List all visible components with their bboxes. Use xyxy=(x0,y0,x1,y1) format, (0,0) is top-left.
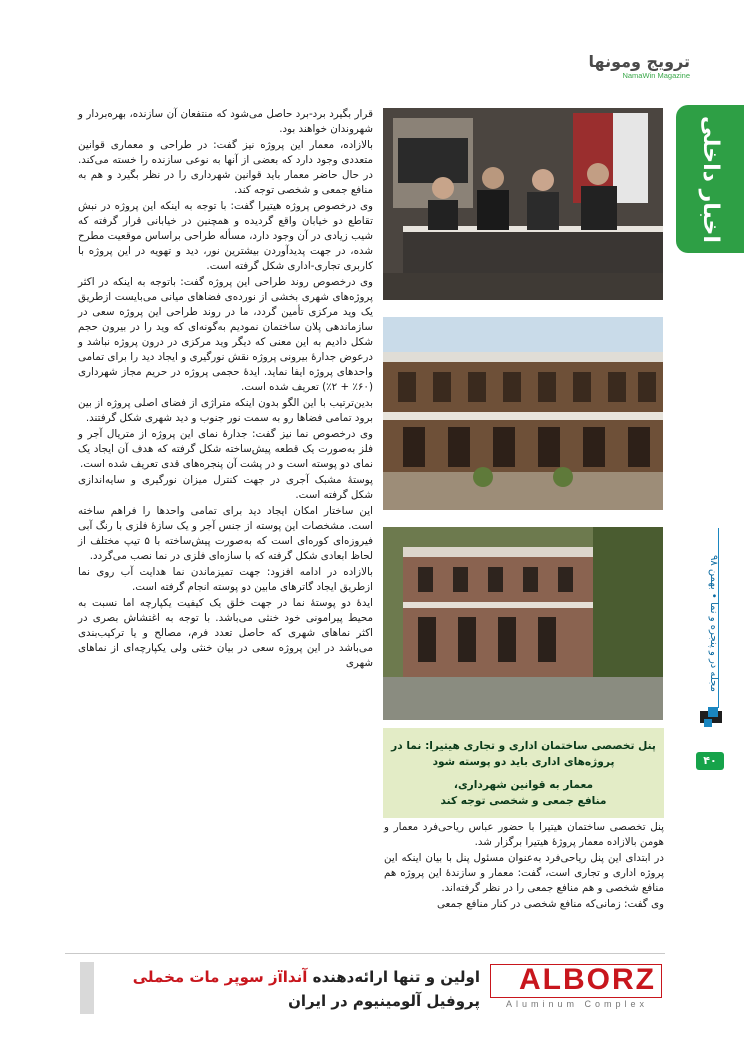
building-photo-2-art xyxy=(383,527,663,720)
ad-line-1-accent: آنداїز سوپر مات مخملی xyxy=(132,968,308,986)
paragraph: وی درخصوص روند طراحی این پروژه گفت: باتوجه به اینکه در اکثر پروژه‌های شهری بخشی از نورده‌ی فضاهای میانی می‌بایست ازطریق یک وید مرکزی تأمین گردد، ما در روند طراحی این پروژه سعی در سازماندهی پلان ساختمان نمودیم به‌گونه‌ای که وید را در بیرون حجم شکل دادیم به این معنی که دیگر وید مرکزی در درون پروژه نباشد و درعوض جدارهٔ بیرونی پروژه نقش نورگیری و ایجاد دید را برای تمامی واحدهای پروژه ایفا نماید. ایدهٔ حجمی پروژه در حریم مجاز شهرداری (۶۰٪ + ۲٪) تعریف شده است. xyxy=(78,276,373,393)
alborz-logo-text: ALBORZ xyxy=(519,963,656,996)
building-photo-1-art xyxy=(383,317,663,510)
section-tab xyxy=(676,105,744,253)
page-number: ۴۰ xyxy=(696,752,724,770)
paragraph: بالازاده، معمار این پروژه نیز گفت: در طراحی و معماری قوانین متعددی وجود دارد که بعضی از آنها به نوعی سازنده را خسته می‌کند. در حال حاضر معمار باید قوانین شهرداری را در نظر بگیرد و هم به منافع جمعی و شخصی توجه کند. xyxy=(78,139,373,196)
paragraph: وی درخصوص پروژه هیتیرا گفت: با توجه به اینکه این پروژه در نبش تقاطع دو خیابان واقع گردیده و همچنین در خیابانی قرار گرفته که شیب زیادی در آن وجود دارد، مسأله طراحی براساس موقعیت مطرح شده، در جهت پدیدآوردن بیشترین نور، دید و تهویه در این پروژه با کاربری تجاری-اداری شکل گرفته است. xyxy=(78,200,373,272)
footer-ad-text xyxy=(132,966,480,1016)
highlight-line-4: منافع جمعی و شخصی توجه کند xyxy=(440,795,607,807)
paragraph: قرار بگیرد برد-برد حاصل می‌شود که منتفعان آن سازنده، بهره‌بردار و شهروندان خواهند بود. xyxy=(78,108,373,135)
highlight-line-1: پنل تخصصی ساختمان اداری و تجاری هیتیرا: نما در xyxy=(391,740,656,752)
magazine-sub: NamaWin Magazine xyxy=(622,71,690,80)
alborz-logo-sub: Aluminum Complex xyxy=(505,999,649,1009)
paragraph: پوستهٔ مشبک آجری در جهت کنترل میزان نورگیری و سایه‌اندازی شکل گرفته است. xyxy=(78,474,373,501)
body-column-left xyxy=(78,107,373,672)
footer-side-mark xyxy=(80,962,94,1014)
body-column-right xyxy=(384,820,664,913)
paragraph: ایدهٔ دو پوستهٔ نما در جهت خلق یک کیفیت یکپارچه اما نسبت به محیط پیرامونی خود خنثی می‌باشد. با توجه به اغتشاش بصری در اکثر نماهای شهری که حاصل تعدد فرم، مصالح و یا ترکیب‌بندی می‌باشد در این پروژه سعی در بیان خنثی ولی یکپارچه‌ای از نماهای شهری xyxy=(78,597,373,669)
magazine-logo xyxy=(578,52,690,82)
window-icon xyxy=(698,705,724,729)
alborz-logo xyxy=(492,962,662,1012)
paragraph: در ابتدای این پنل ریاحی‌فرد به‌عنوان مسئول پنل با بیان اینکه این پروژه اداری و تجاری است، گفت: معمار و سازندهٔ این پروژه هم منافع شخصی و هم منافع جمعی را در نظر گرفته‌اند. xyxy=(384,852,664,894)
footer-divider xyxy=(65,953,665,954)
highlight-line-2: پروژه‌های اداری باید دو پوسته شود xyxy=(432,756,615,768)
paragraph: وی گفت: زمانی‌که منافع شخصی در کنار منافع جمعی xyxy=(436,898,664,910)
ad-line-1-text: اولین و تنها ارائه‌دهنده xyxy=(307,968,480,986)
magazine-brand: ترویج ومونها xyxy=(588,52,690,71)
highlight-box xyxy=(383,728,664,818)
ad-line-2: پروفیل آلومینیوم در ایران xyxy=(288,992,480,1010)
paragraph: وی درخصوص نما نیز گفت: جدارهٔ نمای این پروژه از متریال آجر و فلز به‌صورت یک قطعه پیش‌ساخته شکل گرفته که هدف آن ایجاد یک نمای دو پوسته است و در پشت آن پنجره‌های قدی تعریف شده است. xyxy=(78,428,373,470)
paragraph: بالازاده در ادامه افزود: جهت تمیزماندن نما هدایت آب روی نما ازطریق ایجاد گاترهای مابین دو پوسته انجام گرفته است. xyxy=(78,566,373,593)
paragraph: پنل تخصصی ساختمان هیتیرا با حضور عباس ریاحی‌فرد معمار و هومن بالازاده معمار پروژهٔ هیتیرا برگزار شد. xyxy=(384,821,664,848)
building-photo-2 xyxy=(383,527,663,720)
building-photo-1 xyxy=(383,317,663,510)
section-tab-label: اخبار داخلی xyxy=(698,115,723,243)
ad-line-1 xyxy=(133,968,480,986)
panel-photo-art xyxy=(383,108,663,300)
panel-photo xyxy=(383,108,663,300)
magazine-issue-strip: مجله در و پنجره و نما • بهمن ۹۸ xyxy=(708,554,719,692)
paragraph: این ساختار امکان ایجاد دید برای تمامی واحدها را فراهم ساخته است. مشخصات این پوسته از جنس آجر و یک سازهٔ فلزی با رنگ آبی فیروزه‌ای کوره‌ای است که به‌صورت پیش‌ساخته با ۵ تیپ مختلف از لحاظ ابعادی شکل گرفته که با سازه‌ای فلزی در نما نصب می‌گردد. xyxy=(78,505,373,562)
highlight-line-3: معمار به قوانین شهرداری، xyxy=(453,779,594,791)
paragraph: بدین‌ترتیب با این الگو بدون اینکه متراژی از فضای اصلی پروژه از بین برود تمامی فضاها رو به سمت نور جنوب و دید شهری شکل گرفتند. xyxy=(78,397,373,424)
